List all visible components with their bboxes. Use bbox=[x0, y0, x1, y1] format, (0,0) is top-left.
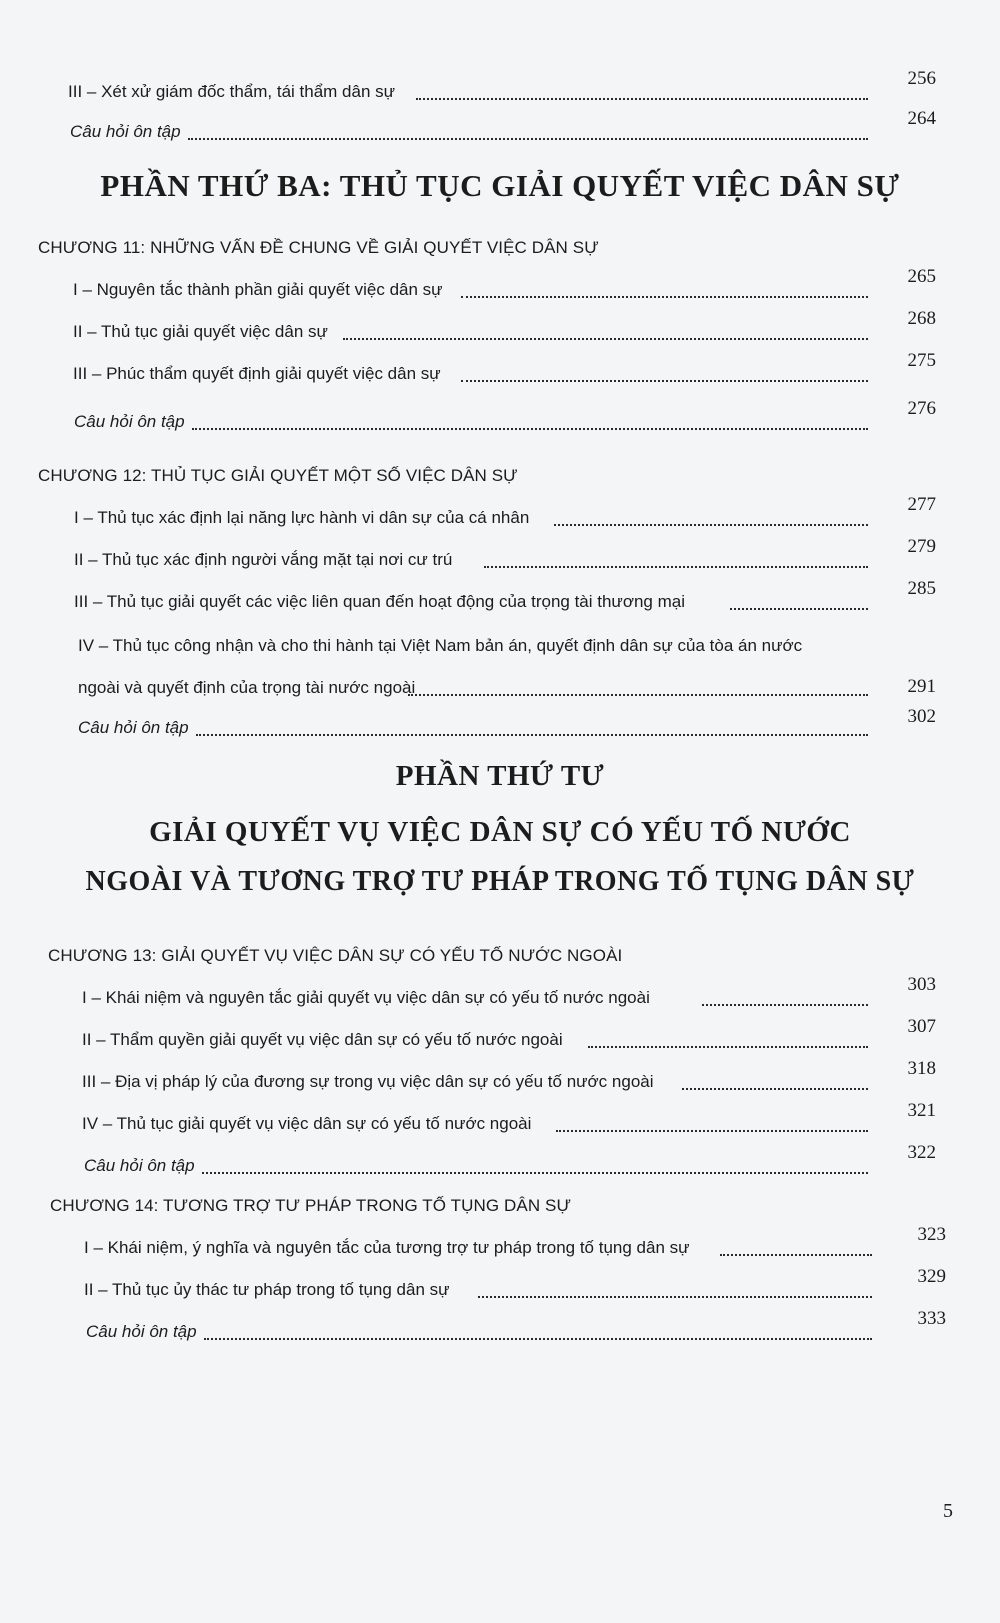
dot-leader bbox=[588, 1046, 868, 1048]
chapter-title: CHƯƠNG 13: GIẢI QUYẾT VỤ VIỆC DÂN SỰ CÓ YẾU TỐ NƯỚC NGOÀI bbox=[48, 946, 623, 965]
chapter-title: CHƯƠNG 12: THỦ TỤC GIẢI QUYẾT MỘT SỐ VIỆC DÂN SỰ bbox=[38, 466, 518, 485]
entry-page: 322 bbox=[907, 1142, 936, 1163]
entry-page: 323 bbox=[917, 1224, 946, 1245]
toc-entry bbox=[70, 106, 936, 146]
entry-title: I – Khái niệm, ý nghĩa và nguyên tắc của tương trợ tư pháp trong tố tụng dân sự bbox=[84, 1238, 690, 1257]
dot-leader bbox=[461, 380, 868, 382]
entry-page: 291 bbox=[907, 676, 936, 697]
entry-title: II – Thủ tục ủy thác tư pháp trong tố tụng dân sự bbox=[84, 1280, 450, 1299]
entry-title: II – Thủ tục giải quyết việc dân sự bbox=[73, 322, 328, 341]
entry-title: Câu hỏi ôn tập bbox=[84, 1156, 195, 1175]
dot-leader bbox=[343, 338, 868, 340]
dot-leader bbox=[202, 1172, 868, 1174]
toc-entry bbox=[74, 534, 936, 574]
entry-title: I – Thủ tục xác định lại năng lực hành vi dân sự của cá nhân bbox=[74, 508, 530, 527]
dot-leader bbox=[461, 296, 868, 298]
entry-page: 302 bbox=[907, 706, 936, 727]
entry-page: 303 bbox=[907, 974, 936, 995]
entry-title: Câu hỏi ôn tập bbox=[78, 718, 189, 737]
entry-title: III – Địa vị pháp lý của đương sự trong vụ việc dân sự có yếu tố nước ngoài bbox=[82, 1072, 654, 1091]
toc-entry bbox=[84, 1222, 946, 1262]
entry-page: 307 bbox=[907, 1016, 936, 1037]
entry-page: 285 bbox=[907, 578, 936, 599]
entry-page: 268 bbox=[907, 308, 936, 329]
entry-title: I – Nguyên tắc thành phần giải quyết việc dân sự bbox=[73, 280, 443, 299]
part-heading-line: NGOÀI VÀ TƯƠNG TRỢ TƯ PHÁP TRONG TỐ TỤNG DÂN SỰ bbox=[85, 866, 915, 897]
toc-entry bbox=[74, 576, 936, 616]
part-heading: PHẦN THỨ BA: THỦ TỤC GIẢI QUYẾT VIỆC DÂN SỰ bbox=[100, 168, 900, 203]
dot-leader bbox=[556, 1130, 868, 1132]
dot-leader bbox=[478, 1296, 872, 1298]
chapter-title: CHƯƠNG 11: NHỮNG VẤN ĐỀ CHUNG VỀ GIẢI QUYẾT VIỆC DÂN SỰ bbox=[38, 238, 599, 257]
toc-entry bbox=[74, 396, 936, 436]
entry-title: IV – Thủ tục công nhận và cho thi hành tại Việt Nam bản án, quyết định dân sự của tòa án nước bbox=[78, 636, 803, 655]
entry-title: III – Phúc thẩm quyết định giải quyết việc dân sự bbox=[73, 364, 441, 383]
entry-page: 333 bbox=[917, 1308, 946, 1329]
toc-entry bbox=[86, 1306, 946, 1346]
part-heading-line: GIẢI QUYẾT VỤ VIỆC DÂN SỰ CÓ YẾU TỐ NƯỚC bbox=[149, 816, 851, 848]
page-number: 5 bbox=[943, 1500, 953, 1522]
entry-title: Câu hỏi ôn tập bbox=[70, 122, 181, 141]
dot-leader bbox=[702, 1004, 868, 1006]
toc-entry bbox=[68, 66, 936, 106]
entry-page: 321 bbox=[907, 1100, 936, 1121]
toc-entry bbox=[73, 306, 936, 346]
dot-leader bbox=[720, 1254, 872, 1256]
dot-leader bbox=[416, 98, 868, 100]
dot-leader bbox=[484, 566, 868, 568]
toc-entry bbox=[82, 1014, 936, 1054]
part-heading: PHẦN THỨ TƯ bbox=[395, 760, 605, 792]
entry-page: 265 bbox=[907, 266, 936, 287]
entry-page: 275 bbox=[907, 350, 936, 371]
toc-entry bbox=[78, 636, 936, 702]
toc-entry bbox=[82, 1056, 936, 1096]
dot-leader bbox=[204, 1338, 872, 1340]
toc-entry bbox=[84, 1140, 936, 1180]
entry-title: Câu hỏi ôn tập bbox=[74, 412, 185, 431]
dot-leader bbox=[682, 1088, 868, 1090]
dot-leader bbox=[554, 524, 868, 526]
toc-entry bbox=[73, 264, 936, 304]
entry-title: III – Xét xử giám đốc thẩm, tái thẩm dân sự bbox=[68, 82, 396, 101]
entry-page: 329 bbox=[917, 1266, 946, 1287]
entry-title: Câu hỏi ôn tập bbox=[86, 1322, 197, 1341]
dot-leader bbox=[196, 734, 868, 736]
dot-leader bbox=[192, 428, 868, 430]
entry-page: 318 bbox=[907, 1058, 936, 1079]
toc-entry bbox=[82, 972, 936, 1012]
dot-leader bbox=[408, 694, 868, 696]
toc-entry bbox=[74, 492, 936, 532]
entry-title: IV – Thủ tục giải quyết vụ việc dân sự có yếu tố nước ngoài bbox=[82, 1114, 532, 1133]
entry-title: II – Thủ tục xác định người vắng mặt tại nơi cư trú bbox=[74, 550, 453, 569]
entry-title: I – Khái niệm và nguyên tắc giải quyết vụ việc dân sự có yếu tố nước ngoài bbox=[82, 988, 650, 1007]
entry-page: 276 bbox=[907, 398, 936, 419]
toc-entry bbox=[82, 1098, 936, 1138]
dot-leader bbox=[730, 608, 868, 610]
entry-title: III – Thủ tục giải quyết các việc liên quan đến hoạt động của trọng tài thương mại bbox=[74, 592, 685, 611]
entry-page: 256 bbox=[907, 68, 936, 89]
entry-page: 264 bbox=[907, 108, 936, 129]
entry-title: II – Thẩm quyền giải quyết vụ việc dân sự có yếu tố nước ngoài bbox=[82, 1030, 563, 1049]
toc-entry bbox=[73, 348, 936, 388]
entry-page: 277 bbox=[907, 494, 936, 515]
entry-title-continued: ngoài và quyết định của trọng tài nước ngoài bbox=[78, 678, 416, 697]
toc-entry bbox=[78, 702, 936, 742]
dot-leader bbox=[188, 138, 868, 140]
entry-page: 279 bbox=[907, 536, 936, 557]
toc-entry bbox=[84, 1264, 946, 1304]
chapter-title: CHƯƠNG 14: TƯƠNG TRỢ TƯ PHÁP TRONG TỐ TỤNG DÂN SỰ bbox=[50, 1196, 572, 1215]
